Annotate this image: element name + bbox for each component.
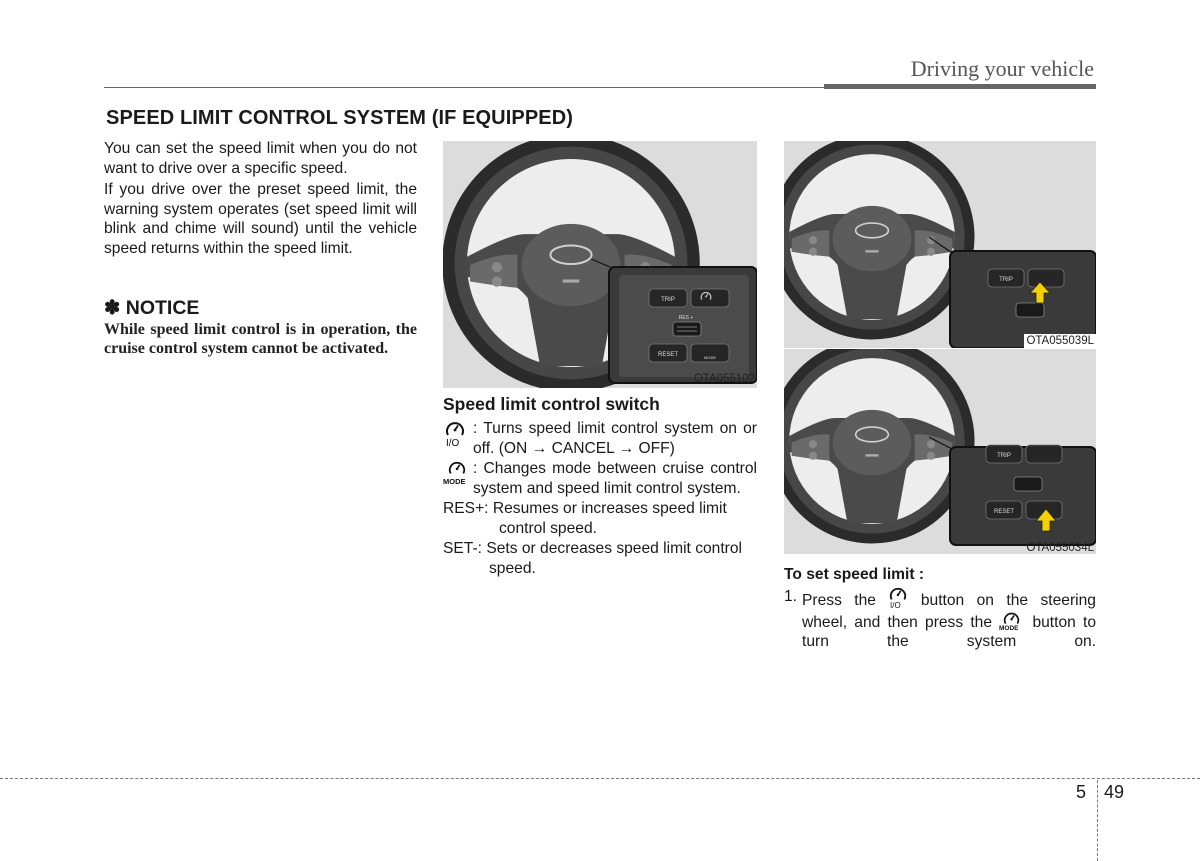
res-label: RES +	[678, 315, 694, 321]
svg-text:TRIP: TRIP	[997, 453, 1011, 459]
svg-text:MODE: MODE	[999, 624, 1019, 631]
header-rule-thick	[824, 84, 1096, 89]
svg-text:MODE: MODE	[443, 477, 466, 486]
speed-limit-mode-icon	[443, 459, 473, 487]
figure-code: OTA055034L	[1026, 542, 1094, 554]
press-onoff-illustration	[784, 141, 1096, 348]
page-number: 49	[1104, 782, 1125, 802]
intro-paragraph-2: If you drive over the preset speed limit, the warning system operates (set speed limit will blink and chime will sound) until the vehicle speed returns within the speed limit.	[104, 181, 417, 257]
steering-wheel-figure	[443, 141, 757, 388]
intro-paragraph-1: You can set the speed limit when you do not want to drive over a specific speed.	[104, 140, 417, 177]
footer-divider	[1097, 780, 1098, 861]
svg-text:TRIP: TRIP	[999, 277, 1013, 283]
trip-button-label: TRIP	[661, 297, 675, 303]
speed-limit-onoff-icon	[888, 587, 908, 609]
switch-item-res: RES+: Resumes or increases speed limit control speed.	[443, 500, 727, 537]
press-mode-figure	[784, 349, 1096, 554]
set-limit-step-1: 1. Press the I/O button on the steering wheel, and then press the MODE button to turn the system on.	[784, 588, 1096, 650]
set-limit-heading: To set speed limit :	[784, 566, 925, 583]
reset-button-label: RESET	[657, 352, 679, 358]
steering-wheel-illustration	[443, 141, 757, 388]
switch-heading: Speed limit control switch	[443, 394, 660, 414]
page-section: 5	[1076, 782, 1087, 802]
switch-item-onoff: I/O : Turns speed limit control system on or off. (ON → CANCEL → OFF)	[443, 419, 757, 458]
figure-code: OTA055102	[693, 373, 755, 385]
svg-text:RESET: RESET	[993, 509, 1015, 515]
figure-code: OTA055039L	[1026, 335, 1094, 347]
mode-label: MODE	[704, 355, 716, 360]
notice-heading: ✽ NOTICE	[104, 297, 200, 319]
press-onoff-figure	[784, 141, 1096, 348]
chapter-title: Driving your vehicle	[910, 56, 1094, 81]
notice-text: While speed limit control is in operation, the cruise control system cannot be activated.	[104, 321, 417, 357]
speed-limit-mode-icon	[999, 611, 1025, 631]
press-mode-illustration	[784, 349, 1096, 554]
speed-limit-onoff-icon	[443, 419, 473, 449]
footer-rule	[0, 778, 1200, 779]
switch-item-mode: MODE : Changes mode between cruise control system and speed limit control system.	[443, 460, 757, 497]
svg-text:I/O: I/O	[890, 601, 902, 609]
section-title: SPEED LIMIT CONTROL SYSTEM (IF EQUIPPED)	[106, 107, 573, 129]
svg-text:I/O: I/O	[446, 438, 460, 449]
header-rule	[104, 87, 824, 88]
switch-item-set: SET-: Sets or decreases speed limit control speed.	[443, 540, 743, 577]
